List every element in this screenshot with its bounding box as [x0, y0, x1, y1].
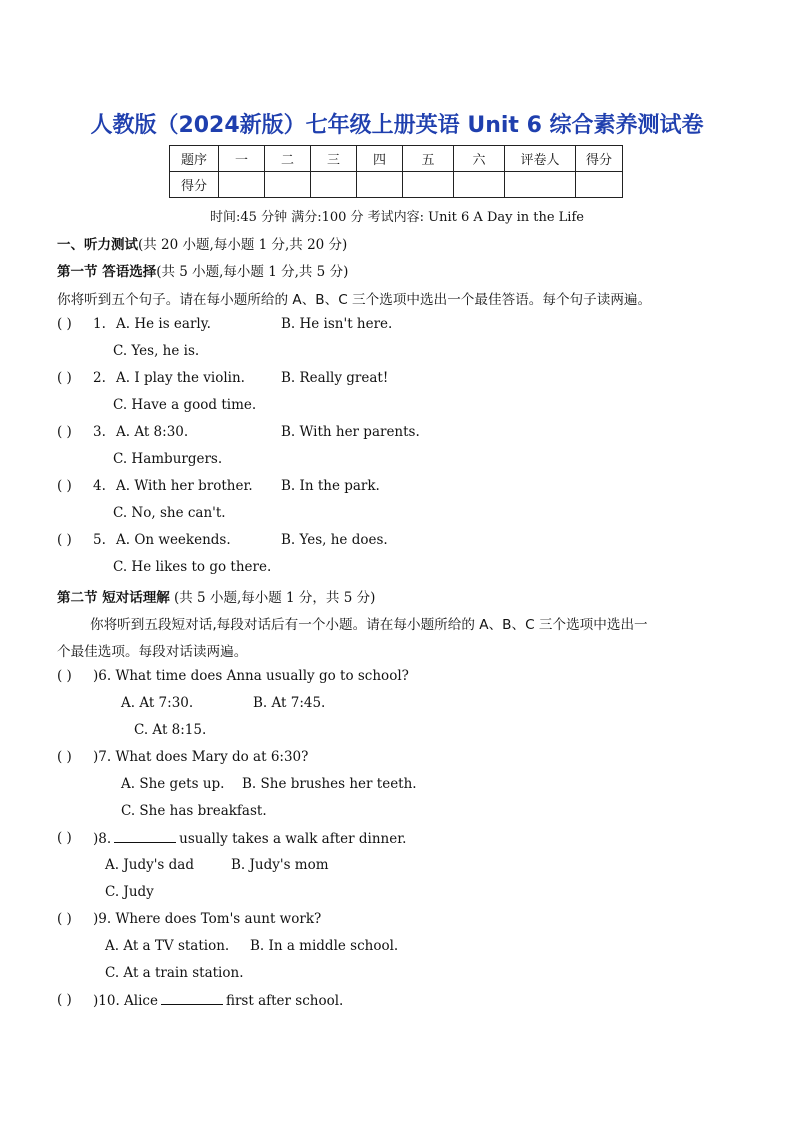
option-a: A. Judy's dad [105, 857, 194, 873]
option-c: C. Hamburgers. [113, 451, 223, 467]
section1-heading: 第一节 答语选择 [57, 264, 157, 280]
answer-paren[interactable]: ( ) [57, 478, 72, 494]
section2-header [57, 586, 375, 606]
option-b: B. Really great! [281, 370, 389, 386]
table-cell: 得分 [170, 172, 219, 198]
score-input-cell[interactable] [311, 172, 357, 198]
question-stem [93, 830, 406, 847]
question-number: 4. [93, 478, 106, 494]
option-c: C. She has breakfast. [121, 803, 267, 819]
answer-paren[interactable]: ( ) [57, 992, 72, 1008]
option-c: C. Judy [105, 884, 154, 900]
table-cell: 三 [311, 146, 357, 172]
table-cell: 二 [265, 146, 311, 172]
question-stem: )7. What does Mary do at 6:30? [93, 749, 309, 765]
table-cell: 五 [403, 146, 454, 172]
question-stem [93, 992, 343, 1009]
question-stem-post: first after school. [225, 993, 344, 1009]
fill-blank[interactable] [114, 830, 176, 843]
score-input-cell[interactable] [219, 172, 265, 198]
question-number: 3. [93, 424, 106, 440]
option-a: A. At 7:30. [121, 695, 194, 711]
section1-note: (共 5 小题,每小题 1 分,共 5 分) [156, 264, 349, 280]
answer-paren[interactable]: ( ) [57, 532, 72, 548]
part1-note: (共 20 小题,每小题 1 分,共 20 分) [138, 237, 348, 253]
option-b: B. With her parents. [281, 424, 420, 440]
option-c: C. At a train station. [105, 965, 244, 981]
option-c: C. No, she can't. [113, 505, 226, 521]
answer-paren[interactable]: ( ) [57, 668, 72, 684]
option-b: B. In a middle school. [250, 938, 399, 954]
question-number: 1. [93, 316, 106, 332]
option-c: C. He likes to go there. [113, 559, 272, 575]
question-number: 5. [93, 532, 106, 548]
table-cell: 评卷人 [505, 146, 576, 172]
option-b: B. At 7:45. [253, 695, 326, 711]
score-input-cell[interactable] [576, 172, 623, 198]
section1-header [57, 260, 348, 280]
score-input-cell[interactable] [454, 172, 505, 198]
score-input-cell[interactable] [403, 172, 454, 198]
fill-blank[interactable] [161, 992, 223, 1005]
question-stem: )6. What time does Anna usually go to school? [93, 668, 409, 684]
part1-header [57, 233, 347, 253]
question-stem: )9. Where does Tom's aunt work? [93, 911, 322, 927]
answer-paren[interactable]: ( ) [57, 749, 72, 765]
table-cell: 题序 [170, 146, 219, 172]
score-input-cell[interactable] [265, 172, 311, 198]
question-stem-pre: )8. [93, 831, 112, 847]
part1-heading: 一、听力测试 [57, 237, 138, 253]
score-table [169, 145, 623, 198]
option-c: C. Have a good time. [113, 397, 257, 413]
section2-instruction: 你将听到五段短对话,每段对话后有一个小题。请在每小题所给的 A、B、C 三个选项中选出一 [90, 617, 648, 633]
option-b: B. In the park. [281, 478, 380, 494]
table-cell: 得分 [576, 146, 623, 172]
question-number: 2. [93, 370, 106, 386]
section2-instruction-cont: 个最佳选项。每段对话读两遍。 [57, 644, 248, 660]
section2-note: (共 5 小题,每小题 1 分，共 5 分) [174, 590, 376, 606]
answer-paren[interactable]: ( ) [57, 370, 72, 386]
option-a: A. He is early. [116, 316, 211, 332]
option-a: A. At a TV station. [105, 938, 230, 954]
answer-paren[interactable]: ( ) [57, 911, 72, 927]
answer-paren[interactable]: ( ) [57, 424, 72, 440]
option-a: A. At 8:30. [116, 424, 189, 440]
table-cell: 四 [357, 146, 403, 172]
score-table-header-row [170, 146, 623, 172]
option-c: C. At 8:15. [134, 722, 207, 738]
option-b: B. Judy's mom [231, 857, 329, 873]
section2-heading: 第二节 短对话理解 [57, 590, 170, 606]
exam-info: 时间:45 分钟 满分:100 分 考试内容: Unit 6 A Day in the Life [210, 210, 584, 225]
table-cell: 一 [219, 146, 265, 172]
score-table-score-row [170, 172, 623, 198]
option-c: C. Yes, he is. [113, 343, 200, 359]
answer-paren[interactable]: ( ) [57, 316, 72, 332]
option-b: B. She brushes her teeth. [242, 776, 417, 792]
question-stem-post: usually takes a walk after dinner. [179, 831, 407, 847]
option-b: B. Yes, he does. [281, 532, 388, 548]
score-input-cell[interactable] [505, 172, 576, 198]
option-a: A. On weekends. [116, 532, 231, 548]
option-a: A. I play the violin. [116, 370, 245, 386]
score-input-cell[interactable] [357, 172, 403, 198]
exam-title: 人教版（2024新版）七年级上册英语 Unit 6 综合素养测试卷 [90, 113, 704, 138]
option-b: B. He isn't here. [281, 316, 393, 332]
question-stem-pre: )10. Alice [93, 993, 158, 1009]
section1-instruction: 你将听到五个句子。请在每小题所给的 A、B、C 三个选项中选出一个最佳答语。每个句子读两遍。 [57, 292, 652, 308]
option-a: A. With her brother. [116, 478, 253, 494]
answer-paren[interactable]: ( ) [57, 830, 72, 846]
option-a: A. She gets up. [121, 776, 225, 792]
table-cell: 六 [454, 146, 505, 172]
